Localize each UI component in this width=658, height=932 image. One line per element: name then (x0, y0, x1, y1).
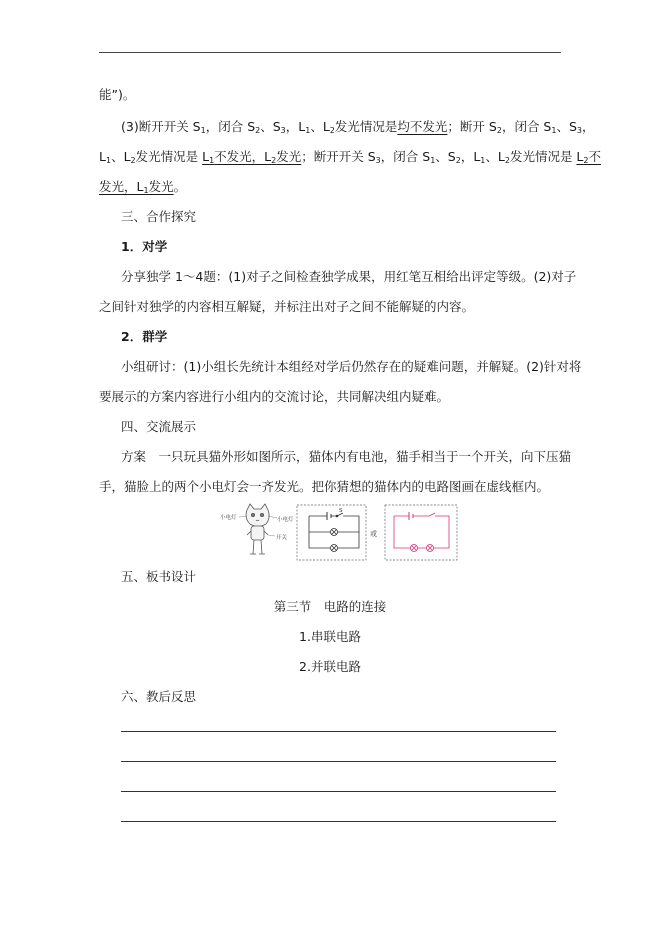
reflection-line-2 (121, 761, 556, 762)
label-s: S (339, 508, 343, 514)
section-4-title: 四、交流展示 (121, 419, 197, 434)
sub2-line1: 小组研讨：(1)小组长先统计本组经对学后仍然存在的疑难问题，并解疑。(2)针对将 (121, 359, 582, 374)
answer-1: 均不发光 (397, 119, 448, 134)
item3-line1: (3)断开开关 $S_1$，闭合 $S_2$、$S_3$，$L_1$、$L_2$发光情况是均不发光；断开 $S_2$，闭合 $S_1$、$S_3$， (121, 119, 595, 135)
section-6-title: 六、教后反思 (121, 689, 197, 704)
parallel-circuit-2 (394, 512, 449, 552)
answer-3b: 发光，$L_1$发光 (99, 179, 174, 195)
item3-line3: 发光，$L_1$发光。 (99, 179, 187, 195)
header-rule (99, 52, 561, 53)
parallel-circuit-1 (309, 512, 359, 552)
board-title: 第三节 电路的连接 (273, 599, 387, 614)
subsection-1-title: 1．对学 (121, 239, 168, 254)
plan-line2: 手，猫脸上的两个小电灯会一齐发光。把你猜想的猫体内的电路图画在虚线框内。 (99, 479, 550, 494)
continued-line: 能”)。 (99, 87, 136, 102)
answer-3a: $L_2$不 (576, 149, 601, 165)
reflection-line-1 (121, 731, 556, 732)
answer-2: $L_1$不发光，$L_2$发光 (202, 149, 302, 165)
subsection-2-title: 2．群学 (121, 329, 168, 344)
toy-cat-illustration (239, 504, 277, 554)
label-lamp-left: 小电灯 (220, 515, 237, 521)
reflection-line-3 (121, 791, 556, 792)
board-item-1: 1.串联电路 (299, 629, 361, 644)
section-5-title: 五、板书设计 (121, 569, 197, 584)
item3-line2: $L_1$、$L_2$发光情况是 $L_1$不发光，$L_2$发光；断开开关 $S_3$，闭合 $S_1$、$S_2$，$L_1$、$L_2$发光情况是 $L_2$不 (99, 149, 601, 165)
section-3-title: 三、合作探究 (121, 209, 197, 224)
dashed-box-2 (385, 505, 457, 560)
sub1-line1: 分享独学 1～4题：(1)对子之间检查独学成果，用红笔互相给出评定等级。(2)对子 (121, 269, 577, 284)
label-or: 或 (370, 530, 377, 538)
plan-line1: 方案 一只玩具猫外形如图所示，猫体内有电池，猫手相当于一个开关，向下压猫 (121, 449, 572, 464)
sub2-line2: 要展示的方案内容进行小组内的交流讨论，共同解决组内疑难。 (99, 389, 450, 404)
reflection-line-4 (121, 821, 556, 822)
circuit-figure (219, 502, 469, 564)
sub1-line2: 之间针对独学的内容相互解疑，并标注出对子之间不能解疑的内容。 (99, 299, 475, 314)
label-switch: 开关 (276, 535, 288, 541)
board-item-2: 2.并联电路 (299, 659, 361, 674)
label-lamp-right: 小电灯 (277, 517, 294, 523)
